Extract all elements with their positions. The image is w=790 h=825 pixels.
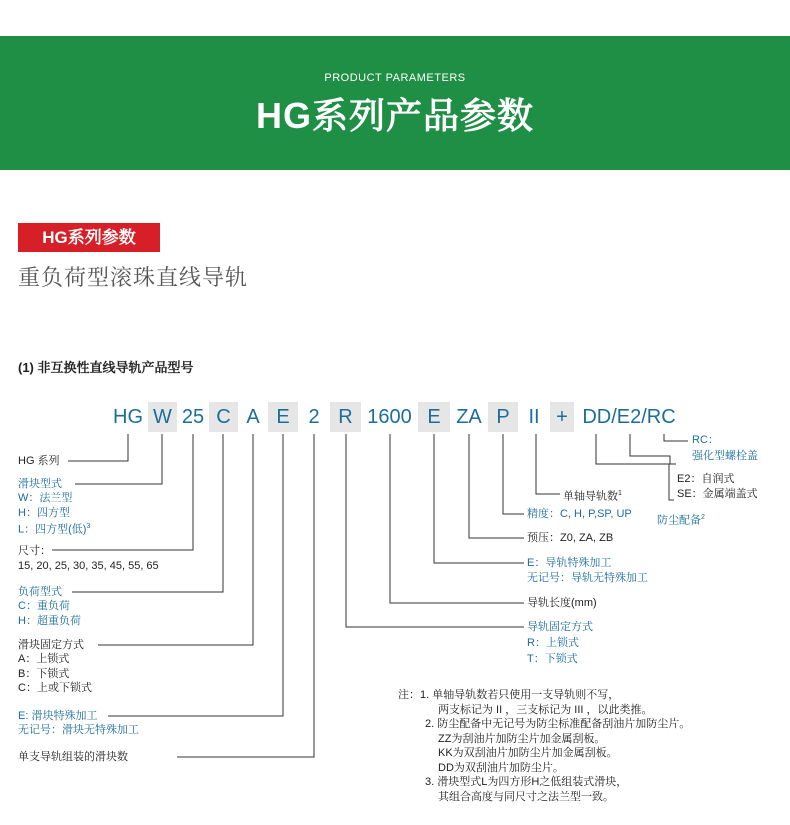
- section-heading: (1) 非互换性直线导轨产品型号: [18, 360, 194, 375]
- label-rail-special-e: E：导轨特殊加工: [527, 557, 612, 569]
- label-rail-special-none: 无记号：导轨无特殊加工: [527, 572, 648, 584]
- label-rc-desc: 强化型螺栓盖: [692, 450, 758, 462]
- label-mount-a: A：上锁式: [18, 653, 70, 665]
- banner-title: HG系列产品参数: [255, 95, 534, 136]
- line-series: [68, 434, 128, 461]
- code-size: 25: [181, 406, 205, 428]
- label-dust: 防尘配备$^2$: [657, 514, 705, 527]
- banner-subtitle: PRODUCT PARAMETERS: [324, 72, 466, 84]
- note-line: KK为双刮油片加防尘片加金属刮板。: [438, 747, 618, 759]
- line-rail-count: [536, 434, 560, 494]
- line-rail-length: [390, 434, 524, 603]
- code-block-special: E: [268, 402, 298, 432]
- line-block-count: [177, 434, 314, 757]
- notes-block: [398, 688, 690, 804]
- code-block-count: 2: [308, 406, 320, 428]
- note-line: 其组合高度与同尺寸之法兰型一致。: [438, 790, 614, 803]
- label-load-c: C：重负荷: [18, 600, 70, 612]
- code-rail-special: E: [418, 402, 450, 432]
- page-subtitle: 重负荷型滚珠直线导轨: [18, 265, 249, 290]
- note-line: 3. 滑块型式L为四方形H之低组装式滑块，: [425, 776, 628, 788]
- series-tag: HG系列参数: [18, 223, 160, 252]
- label-series: HG 系列: [18, 455, 60, 467]
- label-load-h: H：超重负荷: [18, 615, 81, 627]
- label-block-type-w: W：法兰型: [18, 492, 73, 504]
- label-size-values: 15, 20, 25, 30, 35, 45, 55, 65: [18, 560, 159, 572]
- label-precision: 精度：C, H, P,SP, UP: [527, 508, 632, 520]
- code-series: HG: [113, 406, 143, 428]
- code-preload: ZA: [456, 406, 482, 428]
- note-line: DD为双刮油片加防尘片。: [438, 761, 564, 774]
- label-size-title: 尺寸：: [18, 545, 51, 557]
- line-block-mount: [98, 434, 253, 645]
- note-line: ZZ为刮油片加防尘片加金属刮板。: [438, 732, 606, 745]
- code-block-mount: A: [246, 406, 260, 428]
- line-rc: [664, 434, 688, 441]
- label-rail-count: 单轴导轨数$^1$: [563, 490, 622, 503]
- line-rail-special: [434, 434, 524, 563]
- code-load-type: C: [209, 402, 238, 432]
- code-rail-count: II: [528, 406, 540, 428]
- line-block-type: [75, 434, 162, 484]
- label-rail-mount-t: T：下锁式: [527, 653, 578, 665]
- notes-head: 注：: [398, 689, 420, 701]
- code-plus: +: [550, 402, 574, 432]
- code-rail-mount: R: [330, 402, 361, 432]
- label-e2: E2：自润式: [677, 473, 735, 485]
- label-block-special-e: E: 滑块特殊加工: [18, 710, 98, 722]
- label-rc-title: RC：: [692, 434, 719, 446]
- label-block-type-l: L：四方型(低)$^3$: [18, 523, 91, 536]
- code-dust-options: DD/E2/RC: [582, 406, 676, 428]
- label-mount-c: C：上或下锁式: [18, 682, 92, 694]
- label-preload: 预压：Z0, ZA, ZB: [527, 532, 614, 544]
- label-rail-length: 导轨长度(mm): [527, 597, 597, 609]
- bracket-dust: [669, 464, 674, 500]
- label-mount-b: B：下锁式: [18, 668, 70, 680]
- label-se: SE：金属端盖式: [677, 488, 758, 500]
- code-precision: P: [488, 402, 518, 432]
- line-block-special: [108, 434, 283, 716]
- label-load-title: 负荷型式: [18, 586, 62, 598]
- line-e2: [630, 434, 676, 464]
- label-rail-mount-r: R：上锁式: [527, 637, 579, 649]
- label-block-type-h: H：四方型: [18, 507, 70, 519]
- note-line: 两支标记为 II ，三支标记为 III ，以此类推。: [438, 703, 653, 716]
- label-rail-mount-title: 导轨固定方式: [527, 621, 593, 633]
- line-rail-mount: [346, 434, 524, 627]
- code-rail-length: 1600: [367, 406, 412, 428]
- label-block-count: 单支导轨组装的滑块数: [18, 751, 128, 763]
- label-mount-title: 滑块固定方式: [18, 639, 84, 651]
- code-block-type: W: [148, 402, 177, 432]
- note-line: 注：1. 单轴导轨数若只使用一支导轨则不写，: [398, 689, 620, 701]
- line-precision: [503, 434, 524, 514]
- label-block-special-none: 无记号：滑块无特殊加工: [18, 724, 139, 736]
- label-block-type-title: 滑块型式: [18, 478, 62, 490]
- note-line: 2. 防尘配备中无记号为防尘标准配备刮油片加防尘片。: [425, 718, 691, 730]
- line-preload: [469, 434, 524, 538]
